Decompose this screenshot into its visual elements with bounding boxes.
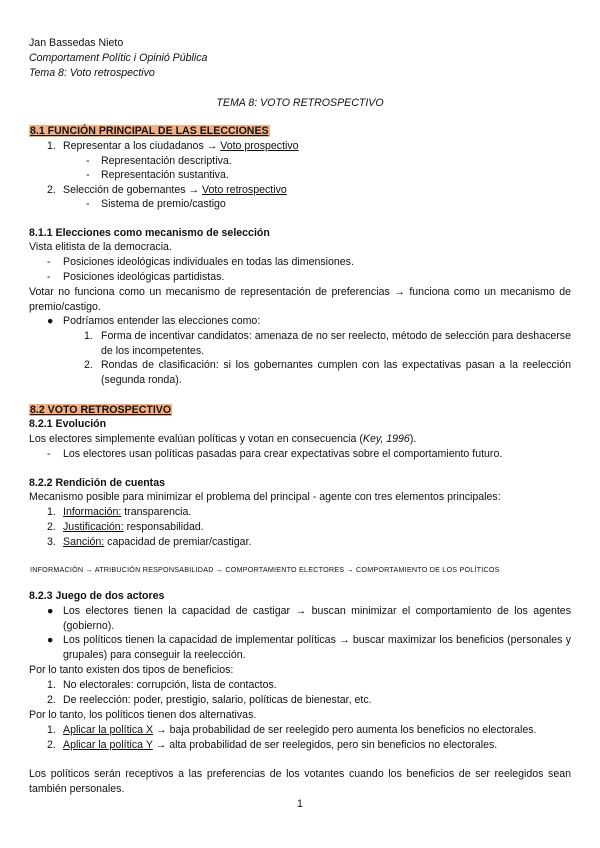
list-item: Forma de incentivar candidatos: amenaza de no ser reelecto, método de selección para deshacerse de los incompetentes. bbox=[101, 330, 571, 357]
dash-marker: - bbox=[86, 169, 90, 181]
list-item: De reelección: poder, prestigio, salario, políticas de bienestar, etc. bbox=[63, 694, 372, 706]
paragraph: Los electores simplemente evalúan políticas y votan en consecuencia (Key, 1996). bbox=[29, 433, 417, 445]
dash-marker: - bbox=[47, 256, 51, 268]
section-8-2-heading: 8.2 VOTO RETROSPECTIVO bbox=[30, 404, 172, 416]
dash-marker: - bbox=[47, 271, 51, 283]
list-item: 1. bbox=[84, 330, 93, 342]
list-item: 1. bbox=[47, 679, 56, 691]
list-item: Los políticos tienen la capacidad de implementar políticas → buscar maximizar los beneficios (personales y grupales) para conseguir la reelección. bbox=[63, 634, 571, 661]
course-name: Comportament Polític i Opinió Pública bbox=[29, 52, 208, 64]
topic-name: Tema 8: Voto retrospectivo bbox=[29, 67, 155, 79]
list-item: 3. bbox=[47, 536, 56, 548]
bullet-icon: ● bbox=[47, 315, 54, 327]
section-8-2-1-heading: 8.2.1 Evolución bbox=[29, 418, 107, 430]
list-item: 1. bbox=[47, 506, 56, 518]
bullet-icon: ● bbox=[47, 634, 54, 646]
list-item: Aplicar la política X → baja probabilidad de ser reelegido pero aumenta los beneficios no electorales. bbox=[63, 724, 537, 736]
list-item: Los electores tienen la capacidad de castigar → buscan minimizar el comportamiento de los agentes (gobierno). bbox=[63, 605, 571, 632]
section-8-1-1-heading: 8.1.1 Elecciones como mecanismo de selección bbox=[29, 227, 270, 239]
page-title: TEMA 8: VOTO RETROSPECTIVO bbox=[216, 97, 384, 109]
list-item: Sanción: capacidad de premiar/castigar. bbox=[63, 536, 252, 548]
list-item: Posiciones ideológicas partidistas. bbox=[63, 271, 225, 283]
list-item: Los electores usan políticas pasadas para crear expectativas sobre el comportamiento futuro. bbox=[63, 448, 503, 460]
list-item: Rondas de clasificación: si los gobernantes cumplen con las expectativas pasan a la reelección (segunda ronda). bbox=[101, 359, 571, 386]
list-item: 2. bbox=[47, 739, 56, 751]
list-item: Podríamos entender las elecciones como: bbox=[63, 315, 261, 327]
list-item: Aplicar la política Y → alta probabilidad de ser reelegidos, pero sin beneficios no electorales. bbox=[63, 739, 498, 751]
paragraph: Por lo tanto existen dos tipos de beneficios: bbox=[29, 664, 234, 676]
list-item: 1. bbox=[47, 724, 56, 736]
paragraph: Mecanismo posible para minimizar el problema del principal - agente con tres elementos principales: bbox=[29, 491, 501, 503]
paragraph: Vista elitista de la democracia. bbox=[29, 241, 172, 253]
list-item: 2. bbox=[47, 694, 56, 706]
paragraph: Los políticos serán receptivos a las preferencias de los votantes cuando los beneficios de ser reelegidos sean también personales. bbox=[29, 768, 571, 795]
process-chain: INFORMACIÓN → ATRIBUCIÓN RESPONSABILIDAD → COMPORTAMIENTO ELECTORES → COMPORTAMIENTO DE LOS POLÍTICOS bbox=[30, 565, 500, 574]
list-item: Sistema de premio/castigo bbox=[101, 198, 226, 210]
list-item: 1. bbox=[47, 140, 56, 152]
list-item: Información: transparencia. bbox=[63, 506, 192, 518]
page-number: 1 bbox=[297, 798, 303, 810]
paragraph: Votar no funciona como un mecanismo de representación de preferencias → funciona como un mecanismo de premio/castigo. bbox=[29, 286, 571, 313]
list-item: Representación descriptiva. bbox=[101, 155, 232, 167]
section-8-2-3-heading: 8.2.3 Juego de dos actores bbox=[29, 590, 165, 602]
bullet-icon: ● bbox=[47, 605, 54, 617]
dash-marker: - bbox=[86, 198, 90, 210]
section-8-1-heading: 8.1 FUNCIÓN PRINCIPAL DE LAS ELECCIONES bbox=[30, 125, 269, 137]
section-8-2-2-heading: 8.2.2 Rendición de cuentas bbox=[29, 477, 165, 489]
list-item: Selección de gobernantes → Voto retrospectivo bbox=[63, 184, 287, 196]
author-name: Jan Bassedas Nieto bbox=[29, 37, 124, 49]
list-item: Representación sustantiva. bbox=[101, 169, 229, 181]
dash-marker: - bbox=[47, 448, 51, 460]
list-item: 2. bbox=[84, 359, 93, 371]
list-item: Representar a los ciudadanos → Voto prospectivo bbox=[63, 140, 299, 152]
list-item: 2. bbox=[47, 184, 56, 196]
list-item: No electorales: corrupción, lista de contactos. bbox=[63, 679, 277, 691]
paragraph: Por lo tanto, los políticos tienen dos alternativas. bbox=[29, 709, 257, 721]
list-item: Posiciones ideológicas individuales en todas las dimensiones. bbox=[63, 256, 354, 268]
dash-marker: - bbox=[86, 155, 90, 167]
list-item: Justificación: responsabilidad. bbox=[63, 521, 204, 533]
list-item: 2. bbox=[47, 521, 56, 533]
